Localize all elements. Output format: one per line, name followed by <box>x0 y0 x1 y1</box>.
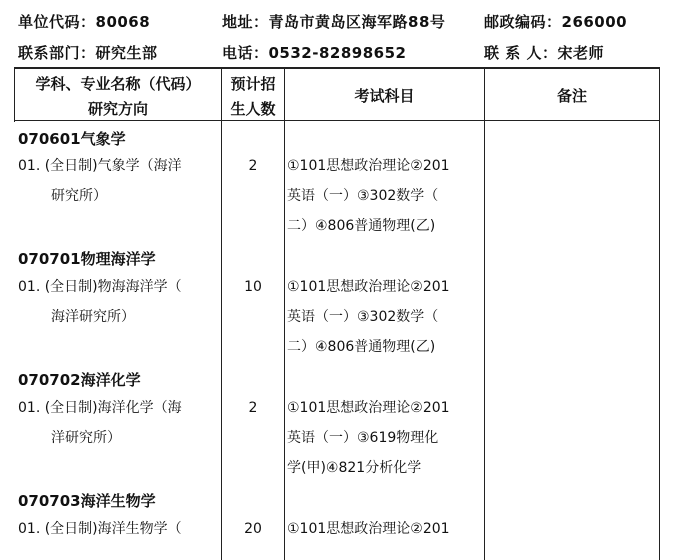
major-title: 070701物理海洋学 <box>18 250 156 268</box>
direction-line2: 洋研究所） <box>51 430 121 446</box>
direction-line1: 01. (全日制)海洋化学（海 <box>18 400 182 416</box>
major-title: 070703海洋生物学 <box>18 492 156 510</box>
major-title: 070702海洋化学 <box>18 371 141 389</box>
enroll-count: 2 <box>248 158 258 174</box>
exam-line: 二）④806普通物理(乙) <box>287 218 436 234</box>
exam-line: 英语（一）③302数学（ <box>287 188 439 204</box>
direction-line1: 01. (全日制)物海海洋学（ <box>18 279 182 295</box>
col-header-subject-line2: 研究方向 <box>87 100 148 118</box>
right-border <box>659 67 660 560</box>
col-divider-3 <box>484 67 485 560</box>
exam-line: ①101思想政治理论②201 <box>287 279 450 295</box>
unit-code: 单位代码：80068 <box>18 13 151 31</box>
direction-line1: 01. (全日制)海洋生物学（ <box>18 521 182 537</box>
col-header-subject-line1: 学科、专业名称（代码） <box>35 75 201 93</box>
exam-line: 学(甲)④821分析化学 <box>287 460 422 476</box>
col-header-exam: 考试科目 <box>354 87 415 105</box>
direction-line1: 01. (全日制)气象学（海洋 <box>18 158 182 174</box>
exam-line: 英语（一）③619物理化 <box>287 430 439 446</box>
exam-line: ①101思想政治理论②201 <box>287 400 450 416</box>
postal-code: 邮政编码：266000 <box>484 13 628 31</box>
exam-line: 英语（一）③302数学（ <box>287 309 439 325</box>
col-header-enroll-line1: 预计招 <box>230 75 276 93</box>
contact-person: 联 系 人：宋老师 <box>484 44 604 62</box>
enroll-count: 10 <box>244 279 262 295</box>
col-header-enroll-line2: 生人数 <box>230 100 276 118</box>
direction-line2: 海洋研究所） <box>51 309 135 325</box>
exam-line: 二）④806普通物理(乙) <box>287 339 436 355</box>
table-top-border <box>14 67 660 69</box>
exam-line: ①101思想政治理论②201 <box>287 521 450 537</box>
header-bottom-border <box>14 120 660 121</box>
exam-line: ①101思想政治理论②201 <box>287 158 450 174</box>
address: 地址：青岛市黄岛区海军路88号 <box>222 13 446 31</box>
enroll-count: 2 <box>248 400 258 416</box>
major-title: 070601气象学 <box>18 130 126 148</box>
phone: 电话：0532-82898652 <box>222 44 407 62</box>
col-header-enroll <box>222 73 284 119</box>
col-divider-1 <box>221 67 222 560</box>
col-header-notes: 备注 <box>556 87 587 105</box>
col-divider-2 <box>284 67 285 560</box>
contact-dept: 联系部门：研究生部 <box>18 44 158 62</box>
direction-line2: 研究所） <box>51 188 107 204</box>
enroll-count: 20 <box>244 521 262 537</box>
col-header-subject <box>15 73 221 119</box>
